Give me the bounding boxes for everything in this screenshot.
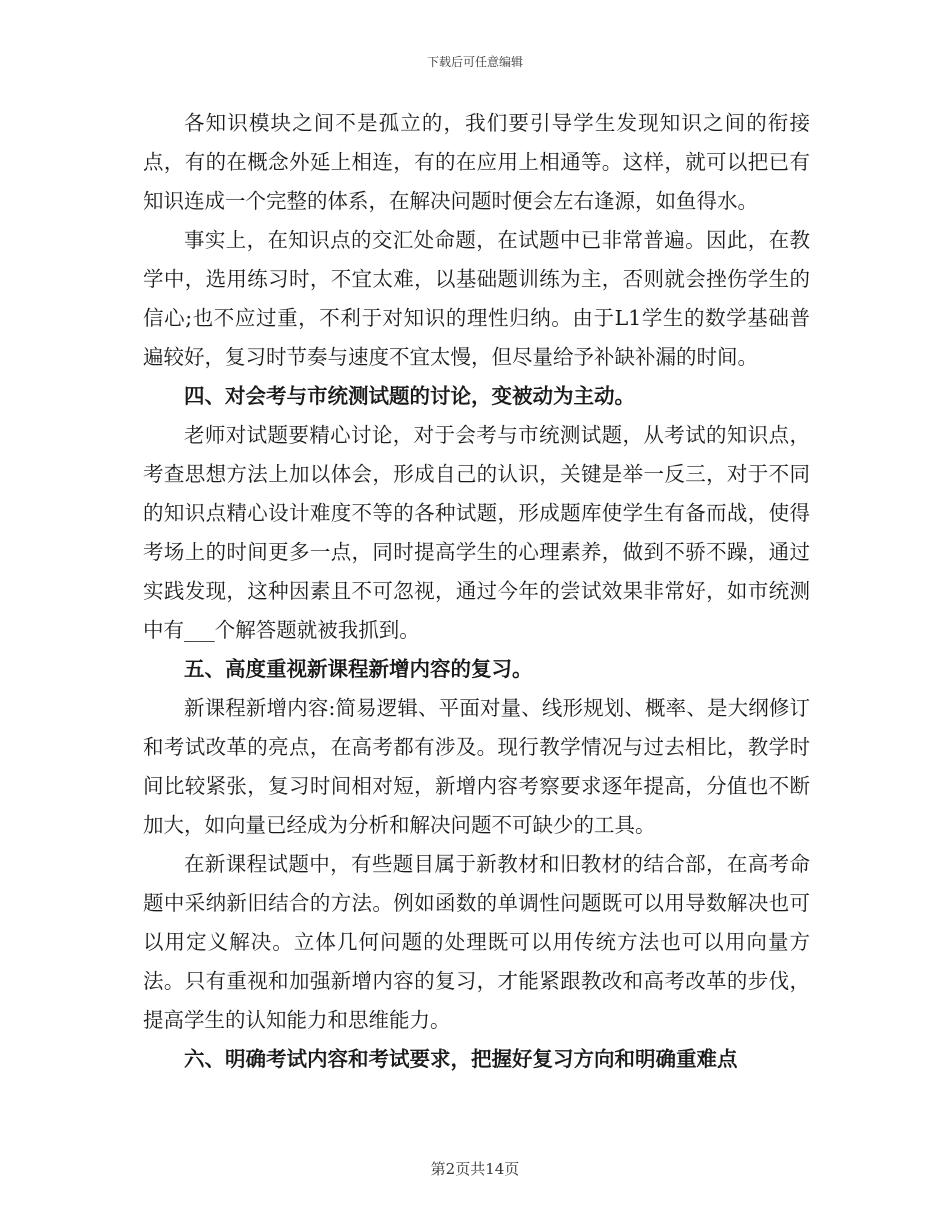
section-heading: 四、对会考与市统测试题的讨论，变被动为主动。 bbox=[184, 384, 635, 408]
paragraph: 老师对试题要精心讨论，对于会考与市统测试题，从考试的知识点，考查思想方法上加以体会，形成自己的认识，关键是举一反三，对于不同的知识点精心设计难度不等的各种试题，形成题库使学生有备而战，使得考场上的时间更多一点，同时提高学生的心理素养，做到不骄不躁，通过实践发现，这种因素且不可忽视，通过今年的尝试效果非常好，如市统测中有___个解答题就被我抓到。 bbox=[143, 423, 810, 642]
paragraph: 事实上，在知识点的交汇处命题，在试题中已非常普遍。因此，在教学中，选用练习时，不宜太难，以基础题训练为主，否则就会挫伤学生的信心;也不应过重，不利于对知识的理性归纳。由于L1学生的数学基础普遍较好，复习时节奏与速度不宜太慢，但尽量给予补缺补漏的时间。 bbox=[143, 228, 810, 369]
section-heading: 五、高度重视新课程新增内容的复习。 bbox=[184, 657, 533, 681]
paragraph: 在新课程试题中，有些题目属于新教材和旧教材的结合部，在高考命题中采纳新旧结合的方法。例如函数的单调性问题既可以用导数解决也可以用定义解决。立体几何问题的处理既可以用传统方法也可以用向量方法。只有重视和加强新增内容的复习，才能紧跟教改和高考改革的步伐，提高学生的认知能力和思维能力。 bbox=[143, 852, 810, 1032]
page-number: 第2页共14页 bbox=[430, 1160, 520, 1178]
section-heading: 六、明确考试内容和考试要求，把握好复习方向和明确重难点 bbox=[184, 1047, 738, 1071]
document-body bbox=[143, 104, 810, 1079]
paragraph: 新课程新增内容:简易逻辑、平面对量、线形规划、概率、是大纲修订和考试改革的亮点，在高考都有涉及。现行教学情况与过去相比，教学时间比较紧张，复习时间相对短，新增内容考察要求逐年提高，分值也不断加大，如向量已经成为分析和解决问题不可缺少的工具。 bbox=[143, 696, 810, 837]
paragraph: 各知识模块之间不是孤立的，我们要引导学生发现知识之间的衔接点，有的在概念外延上相连，有的在应用上相通等。这样，就可以把已有知识连成一个完整的体系，在解决问题时便会左右逢源，如鱼得水。 bbox=[143, 111, 810, 213]
page-header: 下载后可任意编辑 bbox=[426, 55, 523, 69]
